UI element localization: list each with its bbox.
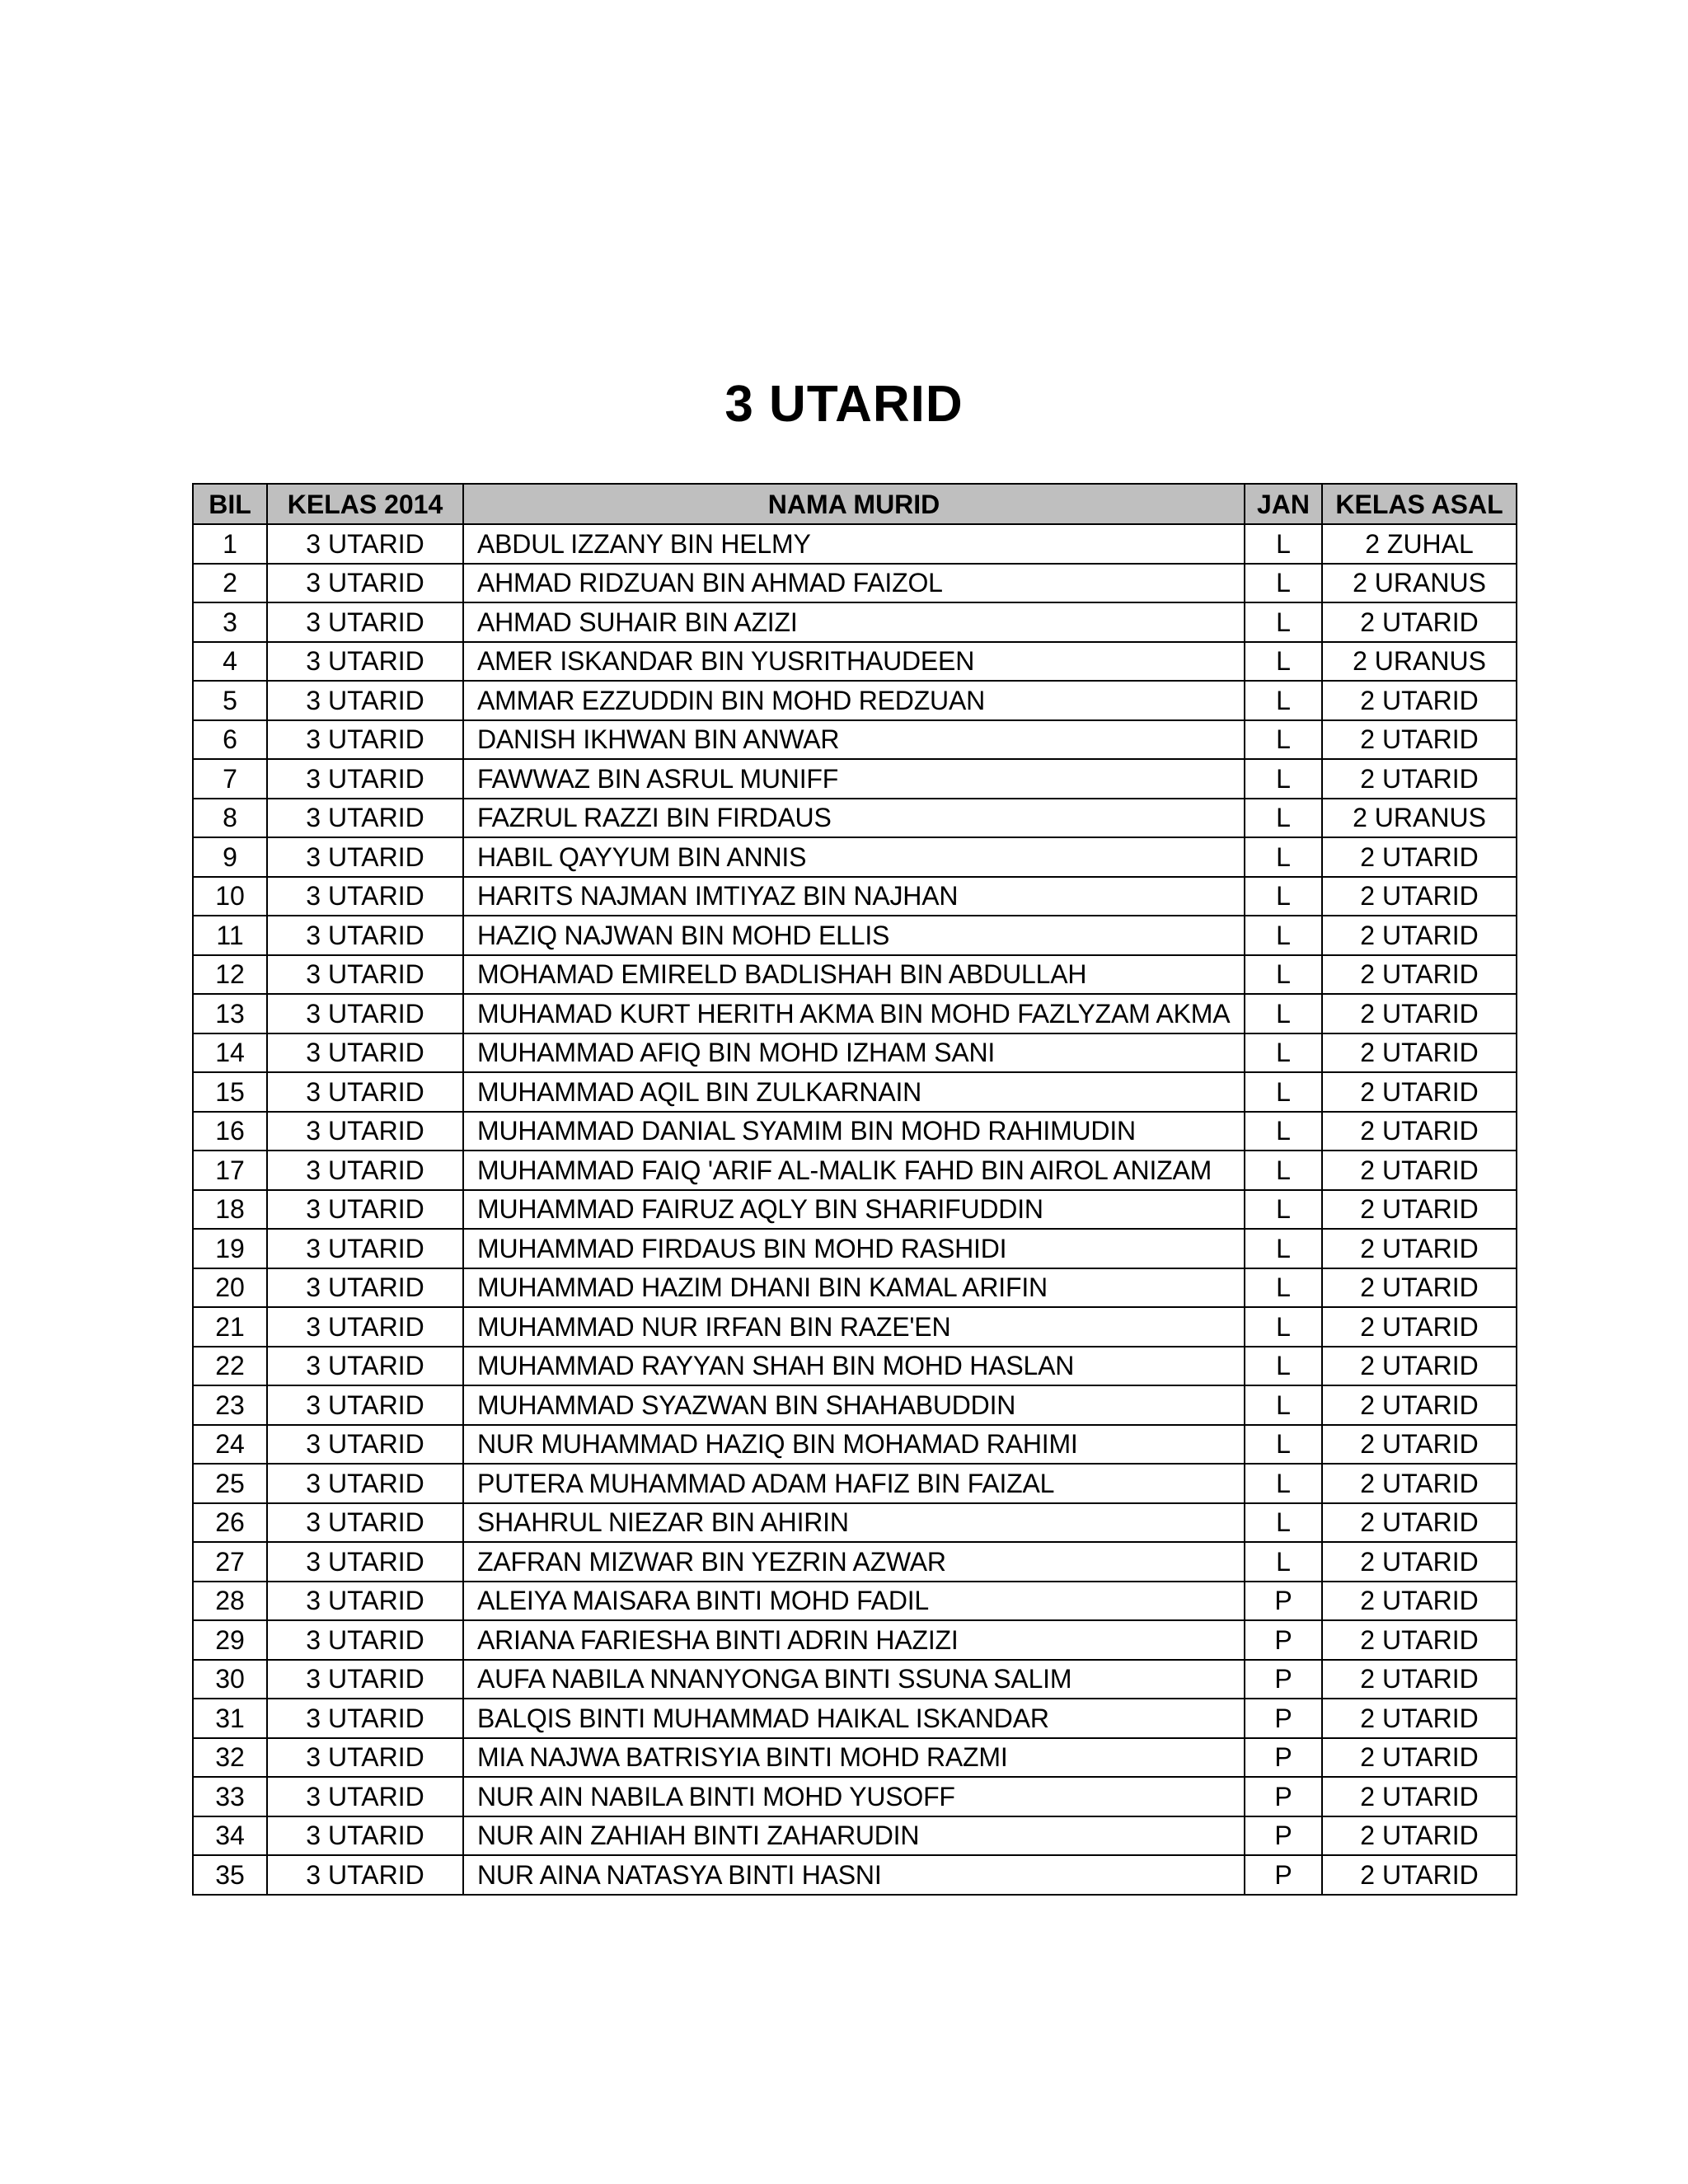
cell-nama-murid: AMER ISKANDAR BIN YUSRITHAUDEEN <box>463 642 1245 682</box>
cell-kelas-asal: 2 UTARID <box>1322 1542 1517 1582</box>
cell-jan: L <box>1245 759 1322 799</box>
class-roster-table <box>192 483 1517 1896</box>
table-row <box>193 524 1517 564</box>
cell-kelas-asal: 2 UTARID <box>1322 1777 1517 1816</box>
cell-jan: L <box>1245 1385 1322 1425</box>
cell-jan: L <box>1245 1190 1322 1230</box>
header-kelas-2014: KELAS 2014 <box>267 484 463 524</box>
table-row <box>193 1582 1517 1621</box>
cell-jan: P <box>1245 1660 1322 1699</box>
cell-nama-murid: MOHAMAD EMIRELD BADLISHAH BIN ABDULLAH <box>463 955 1245 995</box>
table-row <box>193 837 1517 877</box>
cell-nama-murid: ALEIYA MAISARA BINTI MOHD FADIL <box>463 1582 1245 1621</box>
cell-jan: L <box>1245 681 1322 720</box>
cell-jan: P <box>1245 1738 1322 1778</box>
cell-jan: L <box>1245 524 1322 564</box>
cell-nama-murid: MUHAMMAD DANIAL SYAMIM BIN MOHD RAHIMUDIN <box>463 1112 1245 1151</box>
table-row <box>193 681 1517 720</box>
cell-nama-murid: NUR AIN ZAHIAH BINTI ZAHARUDIN <box>463 1816 1245 1856</box>
cell-kelas-asal: 2 UTARID <box>1322 1425 1517 1465</box>
table-row <box>193 1033 1517 1073</box>
table-row <box>193 1112 1517 1151</box>
cell-kelas-2014: 3 UTARID <box>267 1542 463 1582</box>
cell-jan: L <box>1245 720 1322 760</box>
cell-kelas-asal: 2 URANUS <box>1322 642 1517 682</box>
cell-bil: 2 <box>193 564 267 603</box>
cell-nama-murid: MUHAMMAD SYAZWAN BIN SHAHABUDDIN <box>463 1385 1245 1425</box>
cell-jan: L <box>1245 1503 1322 1543</box>
cell-jan: L <box>1245 1112 1322 1151</box>
cell-jan: P <box>1245 1699 1322 1738</box>
cell-nama-murid: HABIL QAYYUM BIN ANNIS <box>463 837 1245 877</box>
cell-bil: 8 <box>193 799 267 838</box>
cell-bil: 27 <box>193 1542 267 1582</box>
cell-kelas-asal: 2 UTARID <box>1322 1072 1517 1112</box>
cell-kelas-2014: 3 UTARID <box>267 681 463 720</box>
cell-bil: 3 <box>193 602 267 642</box>
table-row <box>193 1190 1517 1230</box>
table-row <box>193 1777 1517 1816</box>
cell-kelas-2014: 3 UTARID <box>267 799 463 838</box>
cell-nama-murid: NUR AIN NABILA BINTI MOHD YUSOFF <box>463 1777 1245 1816</box>
cell-kelas-2014: 3 UTARID <box>267 1347 463 1386</box>
cell-nama-murid: MUHAMMAD AQIL BIN ZULKARNAIN <box>463 1072 1245 1112</box>
table-row <box>193 1542 1517 1582</box>
cell-jan: L <box>1245 1072 1322 1112</box>
table-row <box>193 1151 1517 1190</box>
cell-jan: P <box>1245 1816 1322 1856</box>
cell-bil: 32 <box>193 1738 267 1778</box>
cell-jan: L <box>1245 1033 1322 1073</box>
cell-kelas-2014: 3 UTARID <box>267 564 463 603</box>
cell-jan: L <box>1245 994 1322 1033</box>
cell-nama-murid: PUTERA MUHAMMAD ADAM HAFIZ BIN FAIZAL <box>463 1464 1245 1503</box>
cell-kelas-asal: 2 UTARID <box>1322 1307 1517 1347</box>
cell-nama-murid: AHMAD SUHAIR BIN AZIZI <box>463 602 1245 642</box>
cell-nama-murid: ABDUL IZZANY BIN HELMY <box>463 524 1245 564</box>
cell-jan: L <box>1245 642 1322 682</box>
table-row <box>193 1385 1517 1425</box>
cell-kelas-asal: 2 UTARID <box>1322 1855 1517 1895</box>
table-row <box>193 1347 1517 1386</box>
cell-bil: 12 <box>193 955 267 995</box>
cell-nama-murid: ARIANA FARIESHA BINTI ADRIN HAZIZI <box>463 1620 1245 1660</box>
cell-nama-murid: MUHAMMAD AFIQ BIN MOHD IZHAM SANI <box>463 1033 1245 1073</box>
cell-nama-murid: DANISH IKHWAN BIN ANWAR <box>463 720 1245 760</box>
cell-nama-murid: MUHAMMAD NUR IRFAN BIN RAZE'EN <box>463 1307 1245 1347</box>
cell-kelas-2014: 3 UTARID <box>267 524 463 564</box>
cell-jan: P <box>1245 1620 1322 1660</box>
table-row <box>193 564 1517 603</box>
cell-kelas-asal: 2 UTARID <box>1322 1112 1517 1151</box>
cell-kelas-2014: 3 UTARID <box>267 837 463 877</box>
cell-kelas-asal: 2 ZUHAL <box>1322 524 1517 564</box>
cell-nama-murid: NUR MUHAMMAD HAZIQ BIN MOHAMAD RAHIMI <box>463 1425 1245 1465</box>
cell-jan: L <box>1245 602 1322 642</box>
cell-bil: 20 <box>193 1268 267 1308</box>
cell-kelas-2014: 3 UTARID <box>267 1660 463 1699</box>
table-row <box>193 642 1517 682</box>
cell-nama-murid: MUHAMMAD HAZIM DHANI BIN KAMAL ARIFIN <box>463 1268 1245 1308</box>
cell-bil: 7 <box>193 759 267 799</box>
cell-kelas-asal: 2 UTARID <box>1322 1229 1517 1268</box>
cell-kelas-2014: 3 UTARID <box>267 1307 463 1347</box>
cell-jan: L <box>1245 1268 1322 1308</box>
cell-bil: 33 <box>193 1777 267 1816</box>
cell-jan: L <box>1245 1307 1322 1347</box>
cell-nama-murid: HAZIQ NAJWAN BIN MOHD ELLIS <box>463 916 1245 955</box>
cell-bil: 19 <box>193 1229 267 1268</box>
cell-kelas-asal: 2 UTARID <box>1322 1503 1517 1543</box>
cell-nama-murid: MUHAMMAD FAIQ 'ARIF AL-MALIK FAHD BIN AIROL ANIZAM <box>463 1151 1245 1190</box>
cell-bil: 18 <box>193 1190 267 1230</box>
cell-kelas-asal: 2 UTARID <box>1322 877 1517 916</box>
cell-bil: 26 <box>193 1503 267 1543</box>
cell-bil: 17 <box>193 1151 267 1190</box>
cell-nama-murid: MUHAMAD KURT HERITH AKMA BIN MOHD FAZLYZAM AKMA <box>463 994 1245 1033</box>
cell-kelas-asal: 2 URANUS <box>1322 564 1517 603</box>
cell-nama-murid: FAWWAZ BIN ASRUL MUNIFF <box>463 759 1245 799</box>
cell-kelas-asal: 2 UTARID <box>1322 759 1517 799</box>
cell-nama-murid: ZAFRAN MIZWAR BIN YEZRIN AZWAR <box>463 1542 1245 1582</box>
cell-nama-murid: SHAHRUL NIEZAR BIN AHIRIN <box>463 1503 1245 1543</box>
cell-kelas-2014: 3 UTARID <box>267 916 463 955</box>
cell-kelas-2014: 3 UTARID <box>267 1777 463 1816</box>
cell-kelas-2014: 3 UTARID <box>267 642 463 682</box>
cell-kelas-2014: 3 UTARID <box>267 994 463 1033</box>
cell-bil: 16 <box>193 1112 267 1151</box>
cell-jan: L <box>1245 799 1322 838</box>
cell-bil: 28 <box>193 1582 267 1621</box>
table-row <box>193 1816 1517 1856</box>
cell-bil: 6 <box>193 720 267 760</box>
cell-kelas-asal: 2 UTARID <box>1322 1033 1517 1073</box>
cell-kelas-asal: 2 UTARID <box>1322 1268 1517 1308</box>
cell-bil: 9 <box>193 837 267 877</box>
table-header-row <box>193 484 1517 524</box>
table-row <box>193 1425 1517 1465</box>
cell-jan: L <box>1245 1542 1322 1582</box>
cell-kelas-asal: 2 UTARID <box>1322 681 1517 720</box>
cell-kelas-2014: 3 UTARID <box>267 1503 463 1543</box>
cell-kelas-asal: 2 UTARID <box>1322 1660 1517 1699</box>
cell-kelas-2014: 3 UTARID <box>267 1151 463 1190</box>
table-row <box>193 1855 1517 1895</box>
cell-kelas-asal: 2 UTARID <box>1322 1699 1517 1738</box>
cell-bil: 25 <box>193 1464 267 1503</box>
table-row <box>193 1229 1517 1268</box>
cell-bil: 10 <box>193 877 267 916</box>
cell-jan: L <box>1245 1347 1322 1386</box>
cell-bil: 22 <box>193 1347 267 1386</box>
cell-kelas-2014: 3 UTARID <box>267 1072 463 1112</box>
cell-kelas-2014: 3 UTARID <box>267 720 463 760</box>
cell-bil: 34 <box>193 1816 267 1856</box>
table-row <box>193 1620 1517 1660</box>
cell-jan: L <box>1245 1151 1322 1190</box>
cell-kelas-asal: 2 UTARID <box>1322 1816 1517 1856</box>
cell-kelas-2014: 3 UTARID <box>267 1582 463 1621</box>
cell-bil: 23 <box>193 1385 267 1425</box>
cell-jan: P <box>1245 1855 1322 1895</box>
cell-jan: L <box>1245 1464 1322 1503</box>
cell-kelas-2014: 3 UTARID <box>267 1033 463 1073</box>
header-bil: BIL <box>193 484 267 524</box>
cell-kelas-asal: 2 UTARID <box>1322 994 1517 1033</box>
cell-bil: 5 <box>193 681 267 720</box>
cell-kelas-asal: 2 UTARID <box>1322 1347 1517 1386</box>
cell-kelas-asal: 2 UTARID <box>1322 1738 1517 1778</box>
cell-nama-murid: MUHAMMAD FIRDAUS BIN MOHD RASHIDI <box>463 1229 1245 1268</box>
cell-jan: L <box>1245 1425 1322 1465</box>
cell-bil: 31 <box>193 1699 267 1738</box>
cell-nama-murid: AMMAR EZZUDDIN BIN MOHD REDZUAN <box>463 681 1245 720</box>
cell-kelas-2014: 3 UTARID <box>267 1425 463 1465</box>
table-body <box>193 524 1517 1895</box>
header-nama-murid: NAMA MURID <box>463 484 1245 524</box>
table-row <box>193 994 1517 1033</box>
cell-kelas-2014: 3 UTARID <box>267 1190 463 1230</box>
cell-nama-murid: HARITS NAJMAN IMTIYAZ BIN NAJHAN <box>463 877 1245 916</box>
header-jan: JAN <box>1245 484 1322 524</box>
cell-nama-murid: MIA NAJWA BATRISYIA BINTI MOHD RAZMI <box>463 1738 1245 1778</box>
cell-bil: 21 <box>193 1307 267 1347</box>
cell-kelas-2014: 3 UTARID <box>267 759 463 799</box>
cell-nama-murid: AHMAD RIDZUAN BIN AHMAD FAIZOL <box>463 564 1245 603</box>
cell-kelas-2014: 3 UTARID <box>267 955 463 995</box>
cell-kelas-asal: 2 UTARID <box>1322 1385 1517 1425</box>
cell-kelas-2014: 3 UTARID <box>267 1620 463 1660</box>
cell-bil: 1 <box>193 524 267 564</box>
table-row <box>193 1464 1517 1503</box>
table-row <box>193 955 1517 995</box>
table-row <box>193 720 1517 760</box>
cell-nama-murid: BALQIS BINTI MUHAMMAD HAIKAL ISKANDAR <box>463 1699 1245 1738</box>
cell-nama-murid: MUHAMMAD RAYYAN SHAH BIN MOHD HASLAN <box>463 1347 1245 1386</box>
cell-kelas-2014: 3 UTARID <box>267 1268 463 1308</box>
cell-kelas-asal: 2 UTARID <box>1322 1151 1517 1190</box>
cell-kelas-asal: 2 UTARID <box>1322 1190 1517 1230</box>
table-row <box>193 1307 1517 1347</box>
cell-bil: 14 <box>193 1033 267 1073</box>
cell-kelas-asal: 2 UTARID <box>1322 837 1517 877</box>
cell-jan: L <box>1245 837 1322 877</box>
table-row <box>193 1503 1517 1543</box>
cell-kelas-asal: 2 UTARID <box>1322 955 1517 995</box>
cell-kelas-2014: 3 UTARID <box>267 1816 463 1856</box>
cell-kelas-asal: 2 UTARID <box>1322 720 1517 760</box>
cell-bil: 35 <box>193 1855 267 1895</box>
table-row <box>193 1268 1517 1308</box>
cell-jan: L <box>1245 564 1322 603</box>
cell-jan: P <box>1245 1582 1322 1621</box>
page-title: 3 UTARID <box>724 376 964 433</box>
cell-kelas-2014: 3 UTARID <box>267 1855 463 1895</box>
cell-jan: L <box>1245 1229 1322 1268</box>
cell-kelas-2014: 3 UTARID <box>267 1738 463 1778</box>
cell-kelas-asal: 2 UTARID <box>1322 1464 1517 1503</box>
cell-jan: P <box>1245 1777 1322 1816</box>
cell-kelas-2014: 3 UTARID <box>267 1699 463 1738</box>
table-row <box>193 799 1517 838</box>
cell-bil: 15 <box>193 1072 267 1112</box>
table-row <box>193 916 1517 955</box>
cell-jan: L <box>1245 916 1322 955</box>
cell-kelas-asal: 2 UTARID <box>1322 1620 1517 1660</box>
cell-nama-murid: FAZRUL RAZZI BIN FIRDAUS <box>463 799 1245 838</box>
cell-kelas-asal: 2 UTARID <box>1322 602 1517 642</box>
cell-kelas-2014: 3 UTARID <box>267 1464 463 1503</box>
table-row <box>193 1072 1517 1112</box>
cell-kelas-2014: 3 UTARID <box>267 877 463 916</box>
cell-kelas-asal: 2 URANUS <box>1322 799 1517 838</box>
table-row <box>193 1738 1517 1778</box>
cell-bil: 29 <box>193 1620 267 1660</box>
cell-kelas-2014: 3 UTARID <box>267 1229 463 1268</box>
cell-kelas-2014: 3 UTARID <box>267 1112 463 1151</box>
cell-bil: 11 <box>193 916 267 955</box>
table-row <box>193 877 1517 916</box>
cell-kelas-asal: 2 UTARID <box>1322 916 1517 955</box>
cell-bil: 4 <box>193 642 267 682</box>
header-kelas-asal: KELAS ASAL <box>1322 484 1517 524</box>
cell-nama-murid: MUHAMMAD FAIRUZ AQLY BIN SHARIFUDDIN <box>463 1190 1245 1230</box>
cell-bil: 13 <box>193 994 267 1033</box>
table-row <box>193 1699 1517 1738</box>
cell-kelas-asal: 2 UTARID <box>1322 1582 1517 1621</box>
cell-kelas-2014: 3 UTARID <box>267 602 463 642</box>
cell-kelas-2014: 3 UTARID <box>267 1385 463 1425</box>
cell-jan: L <box>1245 877 1322 916</box>
cell-bil: 30 <box>193 1660 267 1699</box>
table-row <box>193 759 1517 799</box>
cell-bil: 24 <box>193 1425 267 1465</box>
cell-nama-murid: NUR AINA NATASYA BINTI HASNI <box>463 1855 1245 1895</box>
table-row <box>193 602 1517 642</box>
cell-nama-murid: AUFA NABILA NNANYONGA BINTI SSUNA SALIM <box>463 1660 1245 1699</box>
table-row <box>193 1660 1517 1699</box>
cell-jan: L <box>1245 955 1322 995</box>
